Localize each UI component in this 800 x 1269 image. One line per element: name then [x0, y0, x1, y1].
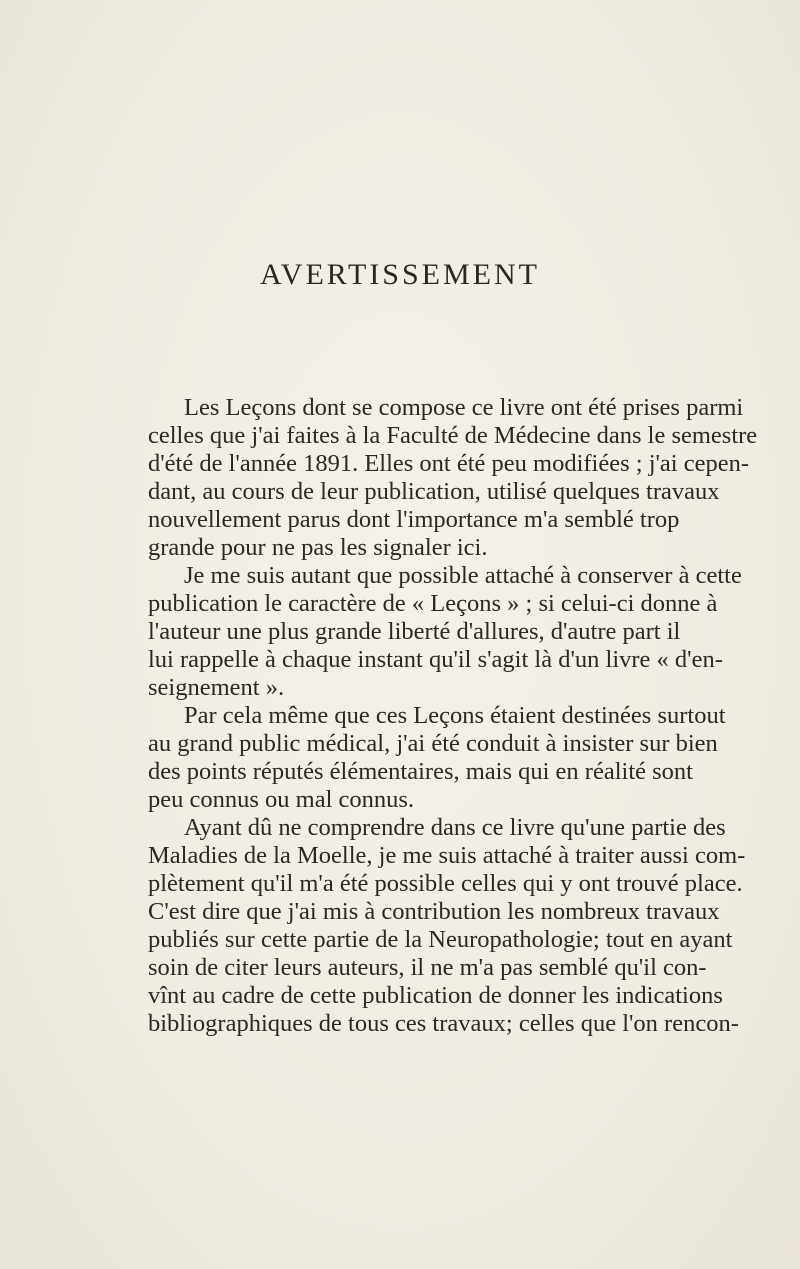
text-line: Je me suis autant que possible attaché à conserver à cette [184, 562, 742, 589]
text-line: celles que j'ai faites à la Faculté de Médecine dans le semestre [148, 422, 758, 449]
text-line: publiés sur cette partie de la Neuropathologie; tout en ayant [148, 926, 733, 953]
text-line: publication le caractère de « Leçons » ; si celui-ci donne à [148, 590, 718, 617]
text-line: C'est dire que j'ai mis à contribution les nombreux travaux [148, 898, 720, 925]
text-line: dant, au cours de leur publication, utilisé quelques travaux [148, 478, 720, 505]
text-line: vînt au cadre de cette publication de donner les indications [148, 982, 723, 1009]
text-line: Maladies de la Moelle, je me suis attaché à traiter aussi com- [148, 842, 746, 869]
text-line: plètement qu'il m'a été possible celles qui y ont trouvé place. [148, 870, 743, 897]
text-line: grande pour ne pas les signaler ici. [148, 534, 488, 561]
text-line: lui rappelle à chaque instant qu'il s'agit là d'un livre « d'en- [148, 646, 723, 673]
text-line: d'été de l'année 1891. Elles ont été peu modifiées ; j'ai cepen- [148, 450, 750, 477]
text-line: Par cela même que ces Leçons étaient destinées surtout [184, 702, 726, 729]
text-line: peu connus ou mal connus. [148, 786, 415, 813]
page-title: AVERTISSEMENT [260, 258, 540, 291]
text-line: l'auteur une plus grande liberté d'allures, d'autre part il [148, 618, 681, 645]
text-line: nouvellement parus dont l'importance m'a semblé trop [148, 506, 680, 533]
text-line: soin de citer leurs auteurs, il ne m'a pas semblé qu'il con- [148, 954, 707, 981]
text-line: bibliographiques de tous ces travaux; celles que l'on rencon- [148, 1010, 739, 1037]
text-line: Les Leçons dont se compose ce livre ont été prises parmi [184, 394, 744, 421]
text-line: Ayant dû ne comprendre dans ce livre qu'une partie des [184, 814, 726, 841]
text-line: seignement ». [148, 674, 285, 701]
text-line: au grand public médical, j'ai été conduit à insister sur bien [148, 730, 718, 757]
text-line: des points réputés élémentaires, mais qui en réalité sont [148, 758, 693, 785]
